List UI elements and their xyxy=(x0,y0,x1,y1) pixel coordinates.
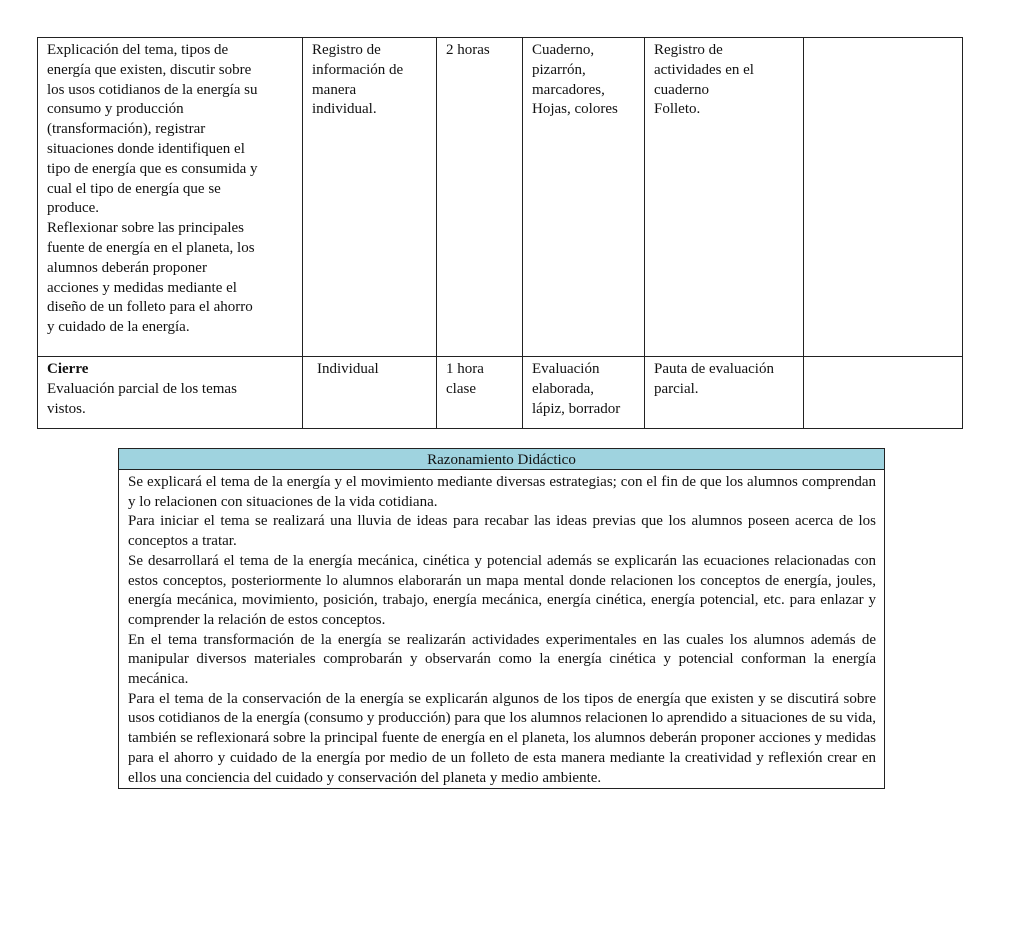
reasoning-paragraph: Para el tema de la conservación de la energía se explicarán algunos de los tipos de energía que existen y se discutirá sobre usos cotidianos de la energía (consumo y producción) para que los alumnos relacionen lo aprendido a situaciones de su vida, también se reflexionará sobre la principal fuente de energía en el planeta, los alumnos deberán proponer acciones y medidas para el ahorro y cuidado de la energía por medio de un folleto de esta manera mediante la creatividad y reflexión crear en ellos una conciencia del cuidado y conservación del planeta y medio ambiente. xyxy=(128,690,876,786)
activity-cell xyxy=(38,38,303,357)
didactic-reasoning-body xyxy=(119,470,885,789)
stage-label: Cierre xyxy=(47,361,89,377)
evaluation-cell: Registro de actividades en el cuaderno Folleto. xyxy=(645,38,804,357)
reasoning-paragraph: Se explicará el tema de la energía y el movimiento mediante diversas estrategias; con el fin de que los alumnos comprendan y lo relacionen con situaciones de la vida cotidiana. xyxy=(128,474,876,510)
organization-cell: Registro de información de manera individual. xyxy=(303,38,437,357)
materials-cell: Cuaderno, pizarrón, marcadores, Hojas, colores xyxy=(523,38,645,357)
didactic-reasoning-table xyxy=(118,448,885,789)
materials-cell: Evaluación elaborada, lápiz, borrador xyxy=(523,357,645,429)
notes-cell xyxy=(804,38,963,357)
notes-cell xyxy=(804,357,963,429)
activity-text: Explicación del tema, tipos de energía que existen, discutir sobre los usos cotidianos de la energía su consumo y producción (transformación), registrar situaciones donde identifiquen el tipo de energía que es consumida y cual el tipo de energía que se produce. Reflexionar sobre las principales fuente de energía en el planeta, los alumnos deberán proponer acciones y medidas mediante el diseño de un folleto para el ahorro y cuidado de la energía. xyxy=(47,42,258,336)
evaluation-cell: Pauta de evaluación parcial. xyxy=(645,357,804,429)
reasoning-paragraph: Para iniciar el tema se realizará una lluvia de ideas para recabar las ideas previas que los alumnos poseen acerca de los conceptos a tratar. xyxy=(128,513,876,550)
lesson-plan-table xyxy=(37,37,963,429)
table-row xyxy=(38,38,963,357)
reasoning-paragraph: Se desarrollará el tema de la energía mecánica, cinética y potencial además se explicarán las ecuaciones relacionadas con estos conceptos, posteriormente lo alumnos elaborarán un mapa mental donde relacionen los conceptos de energía, joules, energía mecánica, movimiento, posición, trabajo, energía mecánica, energía cinética, energía potencial, etc. para enlazar y comprender la relación de estos conceptos. xyxy=(128,552,876,628)
time-cell: 1 hora clase xyxy=(437,357,523,429)
activity-cell: Cierre Evaluación parcial de los temas vistos. xyxy=(38,357,303,429)
organization-cell: Individual xyxy=(303,357,437,429)
table-row xyxy=(38,357,963,429)
didactic-reasoning-title: Razonamiento Didáctico xyxy=(119,449,885,470)
reasoning-paragraph: En el tema transformación de la energía se realizarán actividades experimentales en las cuales los alumnos además de manipular diversos materiales comprobarán y observarán como la energía cinética y potencial conforman la energía mecánica. xyxy=(128,631,876,688)
time-cell: 2 horas xyxy=(437,38,523,357)
